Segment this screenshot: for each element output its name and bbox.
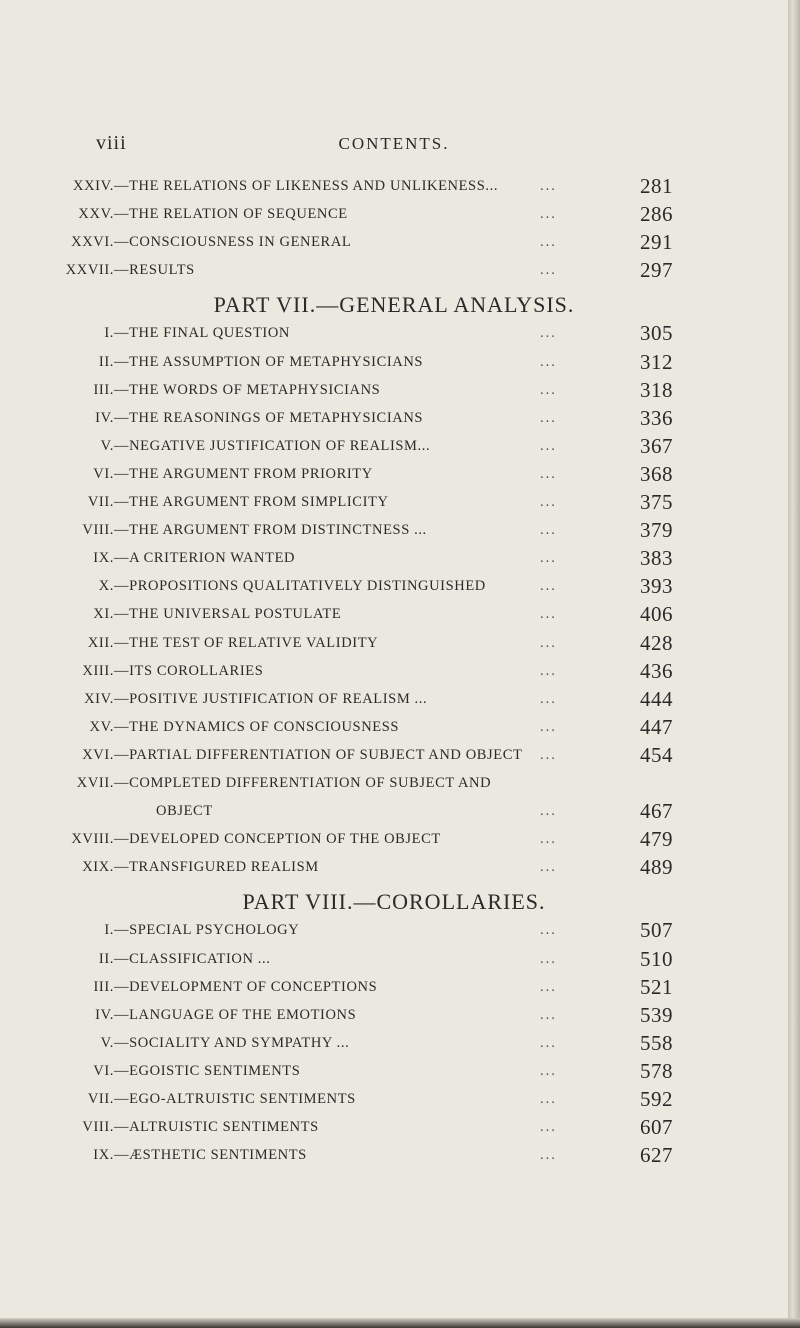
page-number: 281	[640, 174, 673, 198]
page-number: 444	[640, 686, 673, 711]
page-number: 539	[640, 1002, 673, 1027]
leader-dots: ...	[540, 978, 557, 995]
chapter-title: —THE WORDS OF METAPHYSICIANS	[114, 381, 381, 398]
toc-entry	[0, 918, 788, 948]
leader-dots: ...	[540, 718, 557, 735]
chapter-number: V.	[100, 1034, 114, 1051]
chapter-title: —TRANSFIGURED REALISM	[114, 859, 319, 876]
leader-dots: ...	[540, 206, 557, 223]
chapter-number: VIII.	[82, 522, 114, 539]
leader-dots: ...	[540, 550, 557, 567]
toc-entry	[0, 490, 788, 520]
page-number: 297	[640, 258, 673, 283]
chapter-number: VII.	[87, 1091, 114, 1107]
page-number: 454	[640, 742, 673, 767]
toc-entry	[0, 349, 788, 380]
chapter-title: —PARTIAL DIFFERENTIATION OF SUBJECT AND OBJECT	[114, 746, 523, 763]
leader-dots: ...	[540, 262, 557, 279]
chapter-title: —THE UNIVERSAL POSTULATE	[114, 606, 342, 623]
chapter-number: I.	[104, 922, 114, 939]
leader-dots: ...	[540, 494, 557, 510]
toc-entry	[0, 202, 788, 232]
toc-entry	[0, 377, 788, 408]
toc-entry	[0, 258, 788, 288]
page-number: 393	[640, 574, 673, 599]
page-number: 521	[640, 974, 673, 999]
toc-entry	[0, 230, 788, 260]
chapter-title: —COMPLETED DIFFERENTIATION OF SUBJECT AND	[114, 775, 492, 791]
toc-entry	[0, 855, 788, 885]
chapter-number: VII.	[87, 494, 114, 510]
part-heading: PART VIII.—COROLLARIES.	[242, 889, 546, 915]
chapter-number: XVII.	[76, 775, 114, 791]
leader-dots: ...	[540, 353, 557, 370]
page-number: 627	[640, 1143, 673, 1168]
chapter-title: —LANGUAGE OF THE EMOTIONS	[114, 1006, 357, 1023]
page-number: 558	[640, 1030, 673, 1055]
leader-dots: ...	[540, 1034, 557, 1051]
chapter-title: —POSITIVE JUSTIFICATION OF REALISM ...	[114, 690, 428, 707]
chapter-title: —THE RELATION OF SEQUENCE	[114, 206, 348, 223]
leader-dots: ...	[540, 831, 557, 848]
leader-dots: ...	[540, 465, 557, 482]
chapter-number: III.	[93, 978, 114, 995]
chapter-title: —CLASSIFICATION ...	[114, 950, 271, 967]
leader-dots: ...	[540, 690, 557, 707]
toc-entry	[0, 321, 788, 351]
toc-entry	[0, 714, 788, 745]
leader-dots: ...	[540, 803, 557, 820]
chapter-title: —NEGATIVE JUSTIFICATION OF REALISM...	[114, 437, 431, 454]
toc-entry	[0, 1115, 788, 1145]
chapter-number: XIII.	[82, 662, 114, 679]
chapter-number: VIII.	[82, 1119, 114, 1136]
toc-entry	[0, 1002, 788, 1033]
chapter-number: XXVI.	[71, 234, 114, 251]
toc-entry	[0, 658, 788, 689]
chapter-number: III.	[93, 381, 114, 398]
chapter-title: —PROPOSITIONS QUALITATIVELY DISTINGUISHED	[114, 578, 486, 595]
page-number: 312	[640, 349, 673, 374]
toc-entry	[0, 461, 788, 492]
chapter-number: I.	[104, 325, 114, 342]
toc-entry	[0, 775, 788, 801]
chapter-title: —THE DYNAMICS OF CONSCIOUSNESS	[114, 718, 400, 735]
toc-entry	[0, 827, 788, 857]
page-number: 379	[640, 518, 673, 543]
leader-dots: ...	[540, 950, 557, 967]
toc-entry	[0, 546, 788, 576]
chapter-title: —THE TEST OF RELATIVE VALIDITY	[114, 634, 379, 651]
page-number: 383	[640, 546, 673, 571]
chapter-title: —EGOISTIC SENTIMENTS	[114, 1062, 301, 1079]
chapter-title: —ALTRUISTIC SENTIMENTS	[114, 1119, 319, 1136]
chapter-title: —THE ARGUMENT FROM DISTINCTNESS ...	[114, 522, 427, 539]
toc-entry	[0, 602, 788, 632]
leader-dots: ...	[540, 381, 557, 398]
page-number: 592	[640, 1087, 673, 1111]
chapter-number: VI.	[93, 1062, 114, 1079]
chapter-title: —EGO-ALTRUISTIC SENTIMENTS	[114, 1091, 356, 1107]
leader-dots: ...	[540, 662, 557, 679]
toc-entry	[0, 1143, 788, 1173]
chapter-number: IV.	[95, 409, 114, 426]
toc-entry	[0, 1058, 788, 1089]
chapter-number: IX.	[93, 550, 114, 567]
leader-dots: ...	[540, 606, 557, 623]
page-number: 336	[640, 405, 673, 430]
leader-dots: ...	[540, 1091, 557, 1107]
running-head: CONTENTS.	[338, 134, 450, 153]
chapter-number: XVIII.	[71, 831, 114, 848]
part-heading: PART VII.—GENERAL ANALYSIS.	[213, 292, 575, 318]
chapter-number: VI.	[93, 465, 114, 482]
page-number: 367	[640, 433, 673, 458]
chapter-title: —DEVELOPED CONCEPTION OF THE OBJECT	[114, 831, 441, 848]
toc-entry	[0, 1030, 788, 1061]
chapter-number: XXVII.	[65, 262, 114, 279]
page-header	[0, 132, 788, 162]
page-number: 428	[640, 630, 673, 655]
leader-dots: ...	[540, 922, 557, 939]
leader-dots: ...	[540, 746, 557, 763]
chapter-title: —SPECIAL PSYCHOLOGY	[114, 922, 300, 939]
chapter-number: XIX.	[82, 859, 114, 876]
page-number: 467	[640, 799, 673, 824]
chapter-number: XXIV.	[73, 178, 114, 194]
chapter-number: IX.	[93, 1147, 114, 1164]
leader-dots: ...	[540, 409, 557, 426]
toc-entry	[0, 799, 788, 829]
chapter-number: XVI.	[82, 746, 114, 763]
chapter-title: —THE FINAL QUESTION	[114, 325, 290, 342]
page-number: 447	[640, 714, 673, 739]
chapter-title: —RESULTS	[114, 262, 195, 279]
leader-dots: ...	[540, 1147, 557, 1164]
page-folio: viii	[96, 132, 127, 154]
chapter-title: —SOCIALITY AND SYMPATHY ...	[114, 1034, 350, 1051]
chapter-title: —THE ARGUMENT FROM PRIORITY	[114, 465, 373, 482]
page-number: 510	[640, 946, 673, 971]
chapter-number: XV.	[89, 718, 114, 735]
leader-dots: ...	[540, 859, 557, 876]
page-number: 406	[640, 602, 673, 627]
page-number: 305	[640, 321, 673, 346]
leader-dots: ...	[540, 437, 557, 454]
toc-entry	[0, 946, 788, 977]
chapter-title: —DEVELOPMENT OF CONCEPTIONS	[114, 978, 378, 995]
toc-entry	[0, 518, 788, 548]
toc-entry	[0, 630, 788, 661]
leader-dots: ...	[540, 1062, 557, 1079]
leader-dots: ...	[540, 634, 557, 651]
toc-entry	[0, 433, 788, 464]
chapter-title: —THE RELATIONS OF LIKENESS AND UNLIKENESS...	[114, 178, 499, 194]
leader-dots: ...	[540, 1006, 557, 1023]
chapter-title: —THE ASSUMPTION OF METAPHYSICIANS	[114, 353, 424, 370]
chapter-number: II.	[98, 353, 114, 370]
chapter-title: —CONSCIOUSNESS IN GENERAL	[114, 234, 352, 251]
toc-entry	[0, 742, 788, 773]
page-edge-right	[788, 0, 800, 1328]
page-number: 436	[640, 658, 673, 683]
chapter-number: XIV.	[84, 690, 114, 707]
toc-entry	[0, 405, 788, 436]
toc-entry	[0, 686, 788, 717]
chapter-number: XI.	[93, 606, 114, 623]
chapter-number: XII.	[87, 634, 114, 651]
page-number: 479	[640, 827, 673, 852]
chapter-number: II.	[98, 950, 114, 967]
page-number: 489	[640, 855, 673, 880]
page-number: 318	[640, 377, 673, 402]
leader-dots: ...	[540, 522, 557, 539]
page-number: 578	[640, 1058, 673, 1083]
page-number: 368	[640, 461, 673, 486]
chapter-title: —THE REASONINGS OF METAPHYSICIANS	[114, 409, 424, 426]
page-number: 286	[640, 202, 673, 227]
leader-dots: ...	[540, 325, 557, 342]
chapter-title: —ITS COROLLARIES	[114, 662, 264, 679]
leader-dots: ...	[540, 1119, 557, 1136]
chapter-title: —ÆSTHETIC SENTIMENTS	[114, 1147, 307, 1164]
toc-entry	[0, 974, 788, 1005]
page-number: 607	[640, 1115, 673, 1140]
toc-entry	[0, 1087, 788, 1117]
chapter-number: V.	[100, 437, 114, 454]
leader-dots: ...	[540, 578, 557, 595]
leader-dots: ...	[540, 234, 557, 251]
toc-entry	[0, 174, 788, 204]
page-edge-bottom	[0, 1318, 800, 1328]
chapter-number: XXV.	[78, 206, 114, 223]
page-number: 507	[640, 918, 673, 943]
chapter-title-continued: OBJECT	[156, 803, 213, 820]
toc-entry	[0, 574, 788, 604]
chapter-title: —THE ARGUMENT FROM SIMPLICITY	[114, 494, 389, 510]
page-number: 291	[640, 230, 673, 255]
chapter-number: X.	[98, 578, 114, 595]
leader-dots: ...	[540, 178, 557, 194]
page-number: 375	[640, 490, 673, 514]
chapter-number: IV.	[95, 1006, 114, 1023]
chapter-title: —A CRITERION WANTED	[114, 550, 296, 567]
